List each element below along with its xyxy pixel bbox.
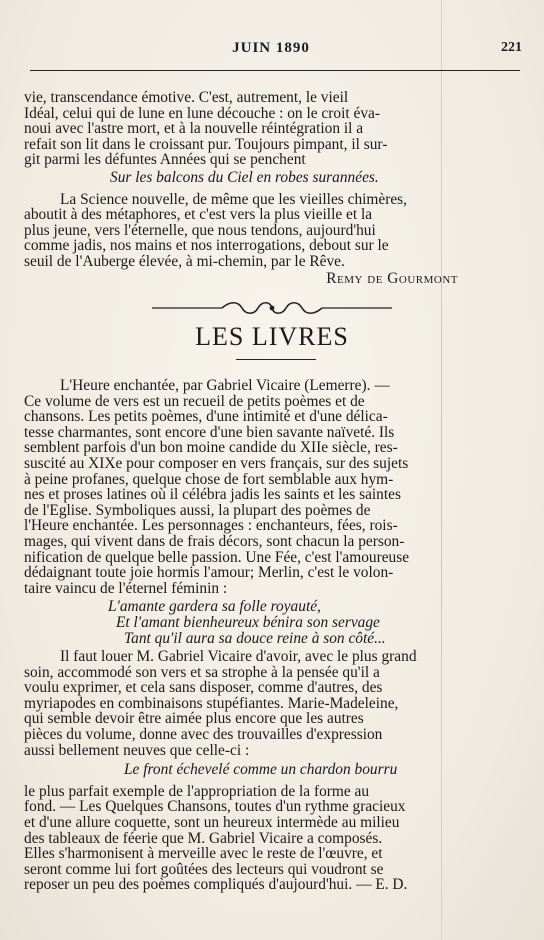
text-line: soin, accommodé son vers et sa strophe à la pensée qu'il a — [24, 663, 380, 681]
text-line: Ce volume de vers est un recueil de petits poèmes et de — [24, 392, 365, 410]
text-line: refait son lit dans le croissant pur. Toujours pimpant, il sur- — [24, 135, 388, 153]
text-line: nes et proses latines où il célébra jadis les saints et les saintes — [24, 486, 401, 504]
verse-line: Tant qu'il aura sa douce reine à son côté... — [124, 629, 386, 647]
text-line: suscité au XIXe pour composer en vers français, sur des sujets — [24, 454, 409, 472]
text-line: voulu exprimer, et cela sans disposer, comme d'autres, des — [24, 679, 383, 697]
title-underline — [236, 359, 316, 360]
text-line: taire vaincu de l'éternel féminin : — [24, 579, 228, 597]
text-line: Elles s'harmonisent à merveille avec le reste de l'œuvre, et — [24, 845, 383, 863]
article-continuation — [24, 90, 522, 286]
text-line: nification de quelque belle passion. Une Fée, c'est l'amoureuse — [24, 548, 410, 566]
text-line: mages, qui vivent dans de frais décors, sont chacun la person- — [24, 532, 405, 550]
text-line: aboutit à des métaphores, et c'est vers la plus vieille et la — [24, 206, 373, 224]
verse-line: Et l'amant bienheureux bénira son servage — [116, 613, 380, 631]
ornament-divider — [152, 300, 392, 316]
quoted-verse: Le front échevelé comme un chardon bourru — [124, 761, 398, 779]
text-line: myriapodes en combinaisons stupéfiantes. Marie-Madeleine, — [24, 694, 399, 712]
text-line: aussi bellement neuves que celle-ci : — [24, 741, 250, 759]
text-line: reposer un peu des poèmes compliqués d'aujourd'hui. — E. D. — [24, 876, 408, 894]
verse-line: L'amante gardera sa folle royauté, — [108, 598, 321, 616]
signature: Remy de Gourmont — [326, 269, 458, 287]
text-line: vie, transcendance émotive. C'est, autrement, le vieil — [24, 89, 349, 106]
running-title: JUIN 1890 — [232, 40, 310, 56]
section-title: LES LIVRES — [195, 322, 349, 351]
text-line: chansons. Les petits poèmes, d'une intimité et d'une délica- — [24, 408, 388, 426]
text-line: noui avec l'astre mort, et à la nouvelle réintégration il a — [24, 120, 364, 138]
header-rule — [30, 70, 520, 71]
text-line: La Science nouvelle, de même que les vieilles chimères, — [60, 190, 408, 208]
text-line: qui semble devoir être aimée plus encore que les autres — [24, 710, 364, 728]
text-line: Il faut louer M. Gabriel Vicaire d'avoir, avec le plus grand — [60, 648, 417, 666]
text-line: semblent parfois d'un bon moine candide du XIIe siècle, res- — [24, 439, 398, 457]
text-line: et d'une allure coquette, sont un heureux intermède au milieu — [24, 814, 400, 832]
text-line: comme jadis, nos mains et nos interrogations, debout sur le — [24, 237, 389, 255]
text-line: des tableaux de féerie que M. Gabriel Vicaire a composés. — [24, 829, 383, 847]
text-line: de l'Eglise. Symboliques aussi, la plupart des poèmes de — [24, 501, 371, 519]
text-line: L'Heure enchantée, par Gabriel Vicaire (Lemerre). — — [60, 377, 390, 394]
text-line: l'Heure enchantée. Les personnages : enchanteurs, fées, rois- — [24, 517, 398, 535]
text-line: le plus parfait exemple de l'appropriation de la forme au — [24, 782, 370, 800]
page-number: 221 — [501, 40, 522, 55]
text-line: à peine profanes, quelque chose de fort semblable aux hym- — [24, 470, 394, 488]
text-line: plus jeune, vers l'éternelle, que nous tendons, aujourd'hui — [24, 221, 376, 239]
text-line: Idéal, celui qui de lune en lune découche : on le croit éva- — [24, 104, 380, 122]
text-line: seront comme lui fort goûtées des lecteurs qui voudront se — [24, 860, 384, 878]
text-line: fond. — Les Quelques Chansons, toutes d'un rythme gracieux — [24, 798, 406, 816]
page-header — [20, 40, 522, 62]
quoted-verse: Sur les balcons du Ciel en robes surannées. — [110, 168, 379, 186]
text-line: seuil de l'Auberge élevée, à mi-chemin, par le Rêve. — [24, 252, 345, 270]
text-line: tesse charmantes, sont encore d'une bien savante naïveté. Ils — [24, 423, 395, 441]
book-review — [24, 378, 522, 893]
text-line: dédaignant toute joie hormis l'amour; Merlin, c'est le volon- — [24, 564, 394, 582]
text-line: git parmi les défuntes Années qui se penchent — [24, 151, 306, 169]
text-line: pièces du volume, donne avec des trouvailles d'expression — [24, 726, 383, 744]
